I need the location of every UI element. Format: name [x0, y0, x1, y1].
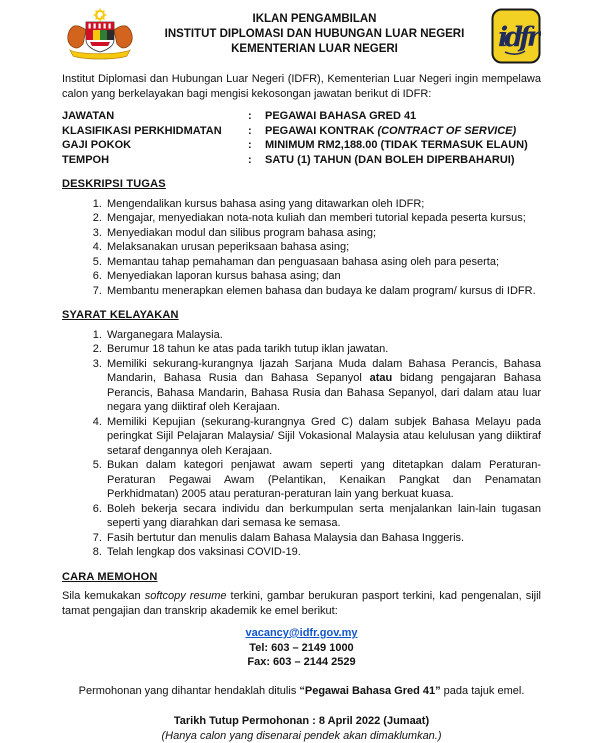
job-value — [265, 124, 541, 139]
colon: : — [248, 153, 265, 168]
colon: : — [248, 138, 265, 153]
requirement-item: 7. Fasih bertutur dan menulis dalam Bahasa Malaysia dan Bahasa Inggeris. — [105, 531, 541, 546]
left-tiger — [68, 26, 86, 48]
requirement-bold-text: atau — [370, 372, 393, 384]
colon: : — [248, 109, 265, 124]
malaysia-coat-of-arms-icon — [62, 8, 138, 60]
subject-note — [62, 684, 541, 699]
job-value-italic: (CONTRACT OF SERVICE) — [377, 125, 516, 137]
apply-italic-text: softcopy resume — [145, 590, 227, 602]
letterhead — [62, 8, 541, 64]
tel-row: Tel: 603 – 2149 1000 — [62, 641, 541, 656]
job-details-table — [62, 109, 541, 167]
job-value — [265, 138, 541, 153]
subject-bold-text: “Pegawai Bahasa Gred 41” — [299, 685, 440, 697]
job-label: TEMPOH — [62, 153, 248, 168]
requirement-item: 8. Telah lengkap dos vaksinasi COVID-19. — [105, 545, 541, 560]
fax-row: Fax: 603 – 2144 2529 — [62, 655, 541, 670]
job-label: JAWATAN — [62, 109, 248, 124]
apply-paragraph — [62, 589, 541, 618]
title-line-1: IKLAN PENGAMBILAN — [138, 12, 491, 27]
job-value-text: SATU (1) TAHUN (DAN BOLEH DIPERBAHARUI) — [265, 154, 515, 166]
task-item: 4. Melaksanakan urusan peperiksaan bahasa asing; — [105, 240, 541, 255]
task-item: 6. Menyediakan laporan kursus bahasa asing; dan — [105, 269, 541, 284]
task-item: 3. Menyediakan modul dan silibus program bahasa asing; — [105, 226, 541, 241]
email-row — [62, 626, 541, 641]
requirements-list — [62, 328, 541, 560]
apply-text: Sila kemukakan — [62, 590, 145, 602]
task-item: 7. Membantu menerapkan elemen bahasa dan budaya ke dalam program/ kursus di IDFR. — [105, 284, 541, 299]
requirement-item: 6. Boleh bekerja secara individu dan berkumpulan serta menjalankan lain-lain tugasan seperti yang diarahkan dari semasa ke semasa. — [105, 502, 541, 531]
requirement-text: bidang pengajaran Bahasa Perancis, Bahasa Mandarin, Bahasa Rusia dan Bahasa Sepanyol, dari dalam atau luar negara yang diiktiraf oleh Kerajaan. — [107, 372, 541, 413]
requirement-item: 5. Bukan dalam kategori penjawat awam seperti yang ditetapkan dalam Peraturan-Peraturan Pegawai Awam (Pelantikan, Kenaikan Pangkat dan Penamatan Perkhidmatan) 2005 atau peraturan-peraturan lain yang berkuat kuasa. — [105, 458, 541, 502]
job-value-text: MINIMUM RM2,188.00 (TIDAK TERMASUK ELAUN) — [265, 139, 528, 151]
requirement-item — [105, 357, 541, 415]
title-line-3: KEMENTERIAN LUAR NEGERI — [138, 42, 491, 57]
subject-text: Permohonan yang dihantar hendaklah ditulis — [79, 685, 300, 697]
crest-star — [94, 9, 107, 22]
vacancy-email-link[interactable]: vacancy@idfr.gov.my — [245, 627, 357, 639]
svg-text:idfr: idfr — [498, 22, 541, 53]
contact-block — [62, 626, 541, 670]
apply-text: terkini, gambar berukuran pasport terkini, kad pengenalan, sijil tamat pengajian dan transkrip akademik ke emel berikut: — [62, 590, 541, 617]
tasks-heading: DESKRIPSI TUGAS — [62, 177, 541, 192]
intro-paragraph: Institut Diplomasi dan Hubungan Luar Negeri (IDFR), Kementerian Luar Negeri ingin mempelawa calon yang berkelayakan bagi mengisi kekosongan jawatan berikut di IDFR: — [62, 72, 541, 101]
job-value-text: PEGAWAI KONTRAK — [265, 125, 377, 137]
tasks-list — [62, 197, 541, 299]
closing-date: Tarikh Tutup Permohonan : 8 April 2022 (Jumaat) — [62, 714, 541, 729]
footer — [62, 714, 541, 743]
shortlist-note: (Hanya calon yang disenarai pendek akan dimaklumkan.) — [62, 729, 541, 743]
job-value — [265, 109, 541, 124]
apply-heading: CARA MEMOHON — [62, 570, 541, 585]
job-value — [265, 153, 541, 168]
right-tiger — [114, 26, 132, 48]
shield — [86, 22, 114, 52]
idfr-monogram — [498, 22, 541, 54]
title-line-2: INSTITUT DIPLOMASI DAN HUBUNGAN LUAR NEGERI — [138, 27, 491, 42]
task-item: 2. Mengajar, menyediakan nota-nota kuliah dan memberi tutorial kepada peserta kursus; — [105, 211, 541, 226]
idfr-logo-icon — [491, 8, 541, 64]
subject-text: pada tajuk emel. — [441, 685, 525, 697]
document-title — [138, 8, 491, 57]
task-item: 1. Mengendalikan kursus bahasa asing yang ditawarkan oleh IDFR; — [105, 197, 541, 212]
colon: : — [248, 124, 265, 139]
task-item: 5. Memantau tahap pemahaman dan penguasaan bahasa asing oleh para peserta; — [105, 255, 541, 270]
requirements-heading: SYARAT KELAYAKAN — [62, 308, 541, 323]
requirement-item: 1. Warganegara Malaysia. — [105, 328, 541, 343]
requirement-item: 4. Memiliki Kepujian (sekurang-kurangnya Gred C) dalam subjek Bahasa Melayu pada peringkat Sijil Pelajaran Malaysia/ Sijil Vokasional Malaysia atau kelulusan yang diiktiraf setaraf dengannya oleh Kerajaan. — [105, 415, 541, 459]
requirement-text: Memiliki sekurang-kurangnya Ijazah Sarjana Muda dalam Bahasa Perancis, Bahasa Mandarin, Bahasa Rusia dan Bahasa Sepanyol — [107, 358, 541, 385]
job-value-text: PEGAWAI BAHASA GRED 41 — [265, 110, 416, 122]
job-label: KLASIFIKASI PERKHIDMATAN — [62, 124, 248, 139]
requirement-item: 2. Berumur 18 tahun ke atas pada tarikh tutup iklan jawatan. — [105, 342, 541, 357]
job-label: GAJI POKOK — [62, 138, 248, 153]
